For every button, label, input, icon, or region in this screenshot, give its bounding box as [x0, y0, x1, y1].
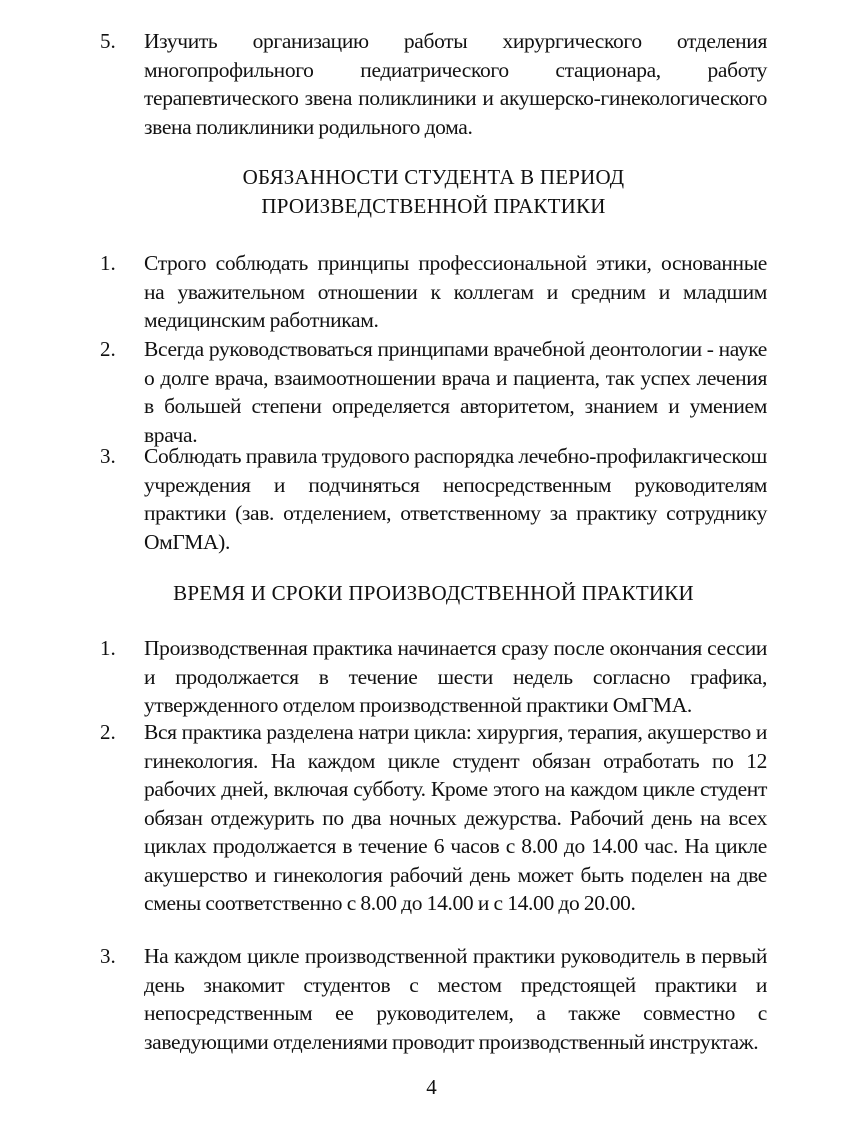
item-number: 1. — [100, 251, 116, 275]
list-item — [100, 442, 767, 556]
item-text: Изучить организацию работы хирургического отделения многопрофильного педиатрического стационара, работу терапевтического звена поликлиники и акушерско-гинекологического звена поликлиники родильного дома. — [144, 29, 767, 139]
list-item — [100, 718, 767, 918]
item-number: 3. — [100, 444, 116, 468]
item-number: 2. — [100, 337, 116, 361]
item-text: На каждом цикле производственной практики руководитель в первый день знакомит студентов с местом предстоящей практики и непосредственным ее руководителем, а также совместно с заведующими отделениями проводит производственный инструктаж. — [144, 944, 767, 1054]
list-item — [100, 249, 767, 335]
item-text: Соблюдать правила трудового распорядка лечебно-профилакгическош учреждения и подчиняться непосредственным руководителям практики (зав. отделением, ответственному за практику сотруднику ОмГМА). — [144, 444, 767, 554]
section-heading — [100, 163, 767, 221]
item-number: 3. — [100, 944, 116, 968]
list-item — [100, 942, 767, 1056]
list-item — [100, 335, 767, 449]
section-heading — [100, 579, 767, 608]
heading-line-1: ОБЯЗАННОСТИ СТУДЕНТА В ПЕРИОД — [242, 165, 625, 189]
heading-line-2: ПРОИЗВЕДСТВЕННОЙ ПРАКТИКИ — [261, 194, 606, 218]
item-text: Всегда руководствоваться принципами врачебной деонтологии - науке о долге врача, взаимоотношении врача и пациента, так успех лечения в большей степени определяется авторитетом, знанием и умением врача. — [144, 337, 767, 447]
item-number: 1. — [100, 636, 116, 660]
item-text: Производственная практика начинается сразу после окончания сессии и продолжается в течение шести недель согласно графика, утвержденного отделом производственной практики ОмГМА. — [144, 636, 767, 717]
item-text: Строго соблюдать принципы профессиональной этики, основанные на уважительном отношении к коллегам и средним и младшим медицинским работникам. — [144, 251, 767, 332]
item-number: 2. — [100, 720, 116, 744]
item-number: 5. — [100, 29, 116, 53]
list-item — [100, 27, 767, 141]
page-number: 4 — [426, 1075, 437, 1099]
item-text: Вся практика разделена натри цикла: хирургия, терапия, акушерство и гинекология. На каждом цикле студент обязан отработать по 12 рабочих дней, включая субботу. Кроме этого на каждом цикле студент обязан отдежурить по два ночных дежурства. Рабочий день на всех циклах продолжается в течение 6 часов с 8.00 до 14.00 час. На цикле акушерство и гинекология рабочий день может быть поделен на две смены соответственно с 8.00 до 14.00 и с 14.00 до 20.00. — [144, 720, 767, 915]
heading-line-1: ВРЕМЯ И СРОКИ ПРОИЗВОДСТВЕННОЙ ПРАКТИКИ — [173, 581, 694, 605]
list-item — [100, 634, 767, 720]
